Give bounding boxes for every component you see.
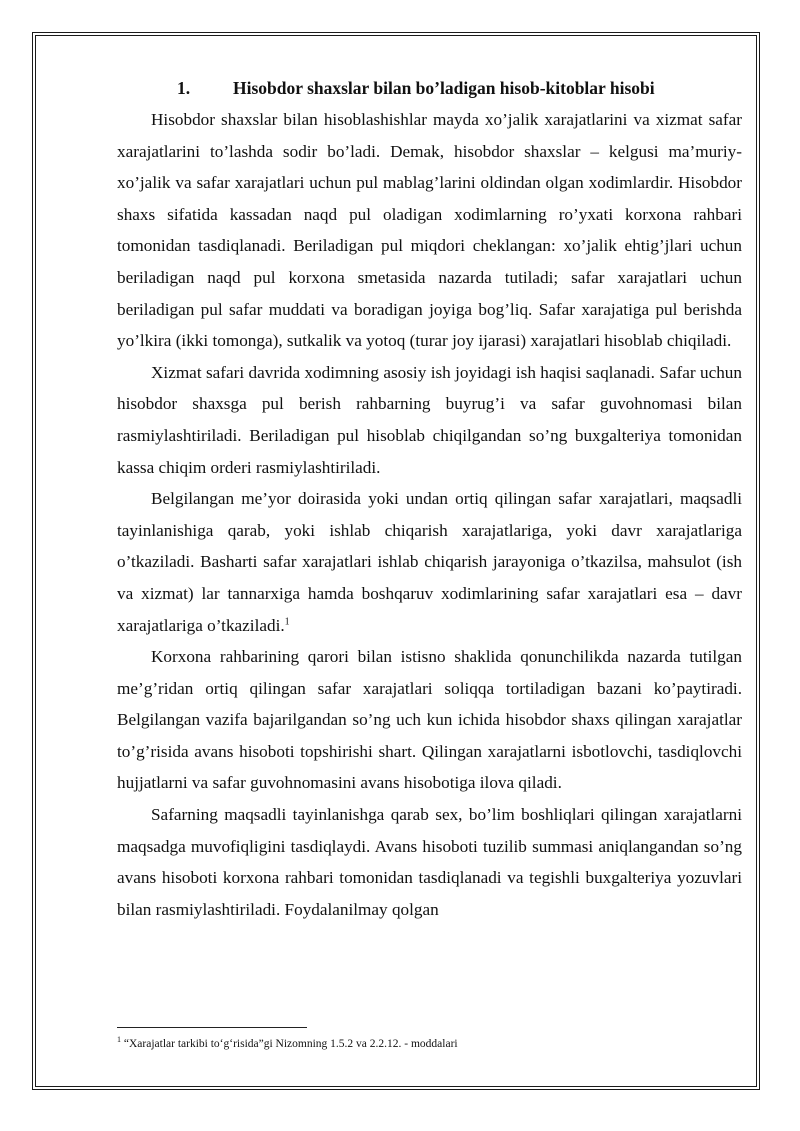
- paragraph: [117, 483, 742, 641]
- paragraph-text: Hisobdor shaxslar bilan hisoblashishlar mayda xo’jalik xarajatlarini va xizmat safar xarajatlarini to’lashda sodir bo’ladi. Demak, hisobdor shaxslar – kelgusi ma’muriy-xo’jalik va safar xarajatlari uchun pul mablag’larini oldindan olgan xodimlardir. Hisobdor shaxs sifatida kassadan naqd pul oladigan xodimlarning ro’yxati korxona rahbari tomonidan tasdiqlanadi. Beriladigan pul miqdori cheklangan: xo’jalik ehtig’jlari uchun beriladigan naqd pul korxona smetasida nazarda tutiladi; safar xarajatlari uchun beriladigan pul safar muddati va boradigan joyiga bog’liq. Safar xarajatiga pul berishda yo’lkira (ikki tomonga), sutkalik va yotoq (turar joy ijarasi) xarajatlari hisoblab chiqiladi.: [117, 110, 742, 351]
- footnote-separator: [117, 1027, 307, 1028]
- footnote-text: “Xarajatlar tarkibi to‘g‘risida”gi Nizomning 1.5.2 va 2.2.12. - moddalari: [121, 1038, 458, 1050]
- footnote: [117, 1036, 458, 1052]
- paragraph: [117, 799, 742, 925]
- paragraph-text: Belgilangan me’yor doirasida yoki undan ortiq qilingan safar xarajatlari, maqsadli tayinlanishiga qarab, yoki ishlab chiqarish xarajatlariga, yoki davr xarajatlariga o’tkaziladi. Basharti safar xarajatlari ishlab chiqarish jarayoniga o’tkazilsa, mahsulot (ish va xizmat) lar tannarxiga hamda boshqaruv xodimlarining safar xarajatlari esa – davr xarajatlariga o’tkaziladi.: [117, 489, 742, 635]
- footnote-marker: 1: [117, 1035, 121, 1045]
- paragraph-text: Korxona rahbarining qarori bilan istisno shaklida qonunchilikda nazarda tutilgan me’g’ridan ortiq qilingan safar xarajatlari soliqqa tortiladigan bazani ko’paytiradi. Belgilangan vazifa bajarilgandan so’ng uch kun ichida hisobdor shaxs qilingan xarajatlar to’g’risida avans hisoboti topshirishi shart. Qilingan xarajatlarni isbotlovchi, tasdiqlovchi hujjatlarni va safar guvohnomasini avans hisobotiga ilova qiladi.: [117, 647, 742, 793]
- paragraph: [117, 104, 742, 357]
- footnote-reference[interactable]: 1: [284, 615, 290, 627]
- paragraph-text: Safarning maqsadli tayinlanishga qarab sex, bo’lim boshliqlari qilingan xarajatlarni maqsadga muvofiqligini tasdiqlaydi. Avans hisoboti tuzilib summasi aniqlangandan so’ng avans hisoboti korxona rahbari tomonidan tasdiqlanadi va tegishli buxgalteriya yozuvlari bilan rasmiylashtiriladi. Foydalanilmay qolgan: [117, 805, 742, 919]
- paragraph: [117, 641, 742, 799]
- paragraph-text: Xizmat safari davrida xodimning asosiy ish joyidagi ish haqisi saqlanadi. Safar uchun hisobdor shaxsga pul berish rahbarning buyrug’i va safar guvohnomasi bilan rasmiylashtiriladi. Beriladigan pul hisoblab chiqilgandan so’ng buxgalteriya tomonidan kassa chiqim orderi rasmiylashtiriladi.: [117, 362, 742, 477]
- paragraph: [117, 357, 742, 483]
- section-title: Hisobdor shaxslar bilan bo’ladigan hisob-kitoblar hisobi: [233, 78, 655, 98]
- document-body: [117, 73, 742, 925]
- section-heading: [117, 73, 742, 104]
- section-number: 1.: [177, 78, 191, 98]
